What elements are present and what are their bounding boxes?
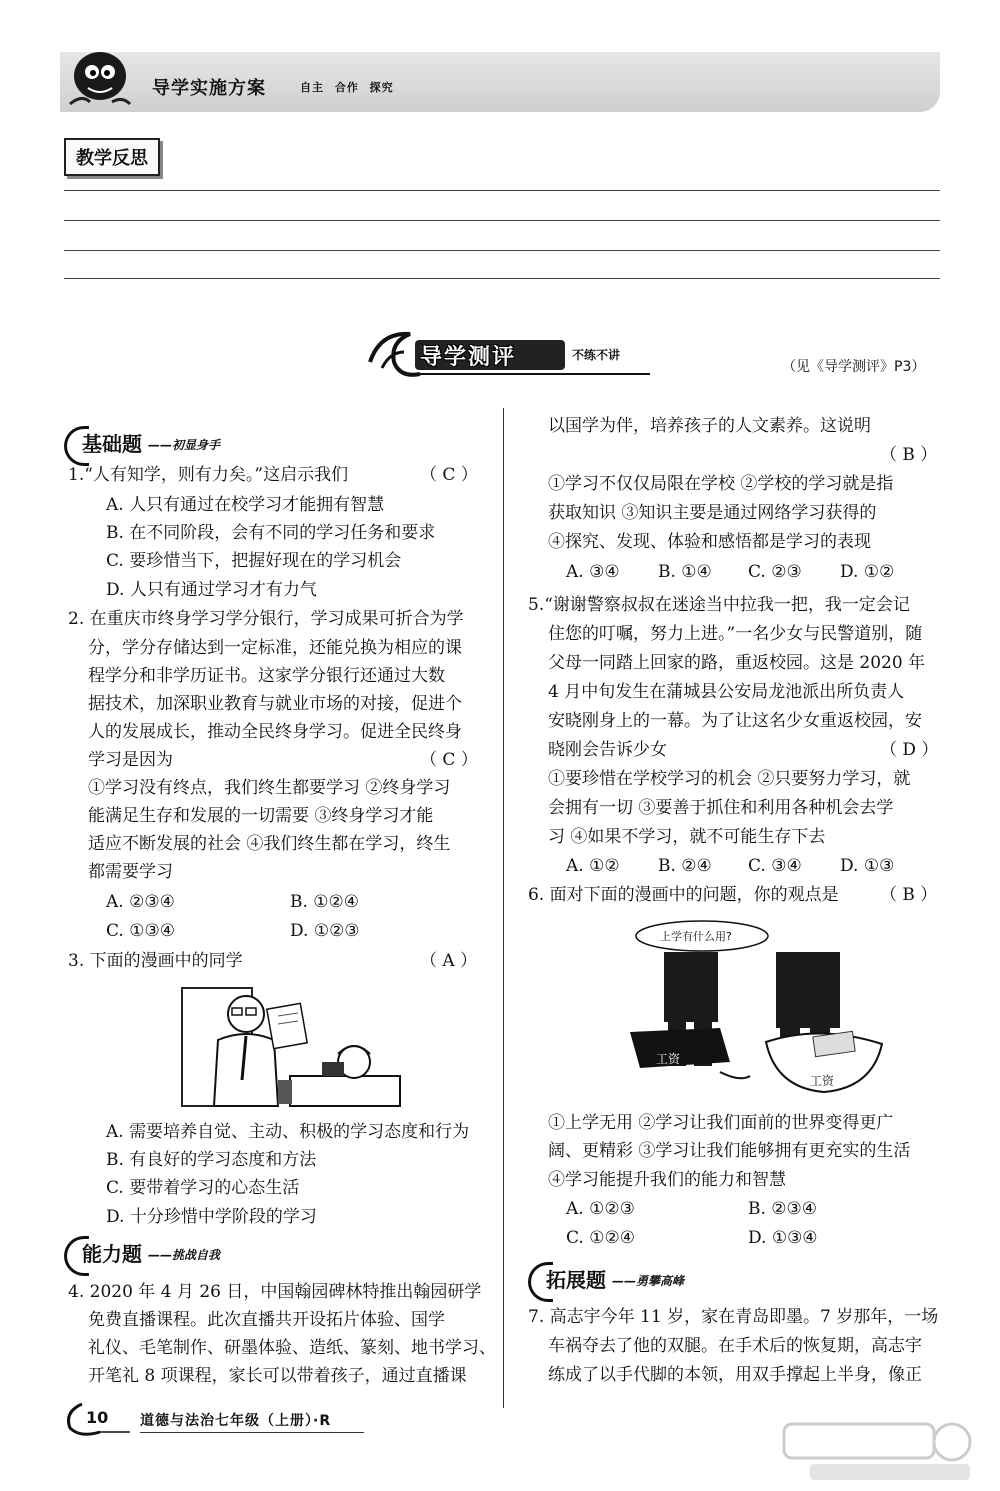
watermark-logo-icon [780,1420,980,1484]
q4-line: 开笔礼 8 项课程，家长可以带着孩子，通过直播课 [88,1366,467,1386]
q5-option: B. ②④ [658,856,712,876]
column-divider [503,408,504,1408]
q4-answer: （ B ） [880,445,938,465]
q5-statement: 习 ④如果不学习，就不可能生存下去 [548,827,826,847]
q5-line: 住您的叮嘱，努力上进。”一名少女与民警道别，随 [548,624,923,644]
reference-note: （见《导学测评》P3） [782,359,926,375]
book-title: 道德与法治七年级（上册）·R [140,1413,332,1429]
q6-statement: ①上学无用 ②学习让我们面前的世界变得更广 [548,1113,894,1133]
q5-option: A. ①② [566,856,620,876]
writing-line [64,190,940,191]
banner-subtitle: 不练不讲 [572,348,621,362]
q5-option: D. ①③ [840,856,895,876]
writing-line [64,278,940,279]
q5-statement: ①要珍惜在学校学习的机会 ②只要努力学习，就 [548,769,911,789]
q2-line: 分，学分存储达到一定标准，还能兑换为相应的课 [88,638,462,658]
cartoon-bowl-label-left: 工资 [656,1052,681,1066]
section-extend [528,1262,788,1298]
q2-answer: （ C ） [420,750,478,770]
q7-line: 练成了以手代脚的本领，用双手撑起上半身，像正 [548,1365,922,1385]
q6-option: C. ①②④ [566,1228,635,1248]
q4-line: 4. 2020 年 4 月 26 日，中国翰园碑林特推出翰园研学 [68,1282,482,1302]
banner-title: 导学测评 [420,345,517,370]
q6-statement: 阔、更精彩 ③学习让我们能够拥有更充实的生活 [548,1141,911,1161]
section-subtitle: ——初显身手 [148,438,221,452]
header-title: 导学实施方案 [152,78,266,99]
q2-line: 学习是因为 [88,750,173,770]
q6-option: B. ②③④ [748,1199,818,1219]
section-title: 基础题 [82,432,142,456]
q1-option: A. 人只有通过在校学习才能拥有智慧 [106,495,385,515]
q4-statement: ④探究、发现、体验和感悟都是学习的表现 [548,532,871,552]
q4-option: C. ②③ [748,562,802,582]
mascot-logo-icon [62,42,136,112]
q1-option: D. 人只有通过学习才有力气 [106,580,317,600]
section-title: 能力题 [82,1242,142,1266]
q5-line: 晓刚会告诉少女 [548,740,667,760]
q7-line: 车祸夺去了他的双腿。在手术后的恢复期，高志宇 [548,1336,922,1356]
q5-line: 安晓刚身上的一幕。为了让这名少女重返校园，安 [548,711,922,731]
q4-line: 免费直播课程。此次直播共开设拓片体验、国学 [88,1310,445,1330]
q2-statement: ①学习没有终点，我们终生都要学习 ②终身学习 [88,778,451,798]
q2-option: A. ②③④ [106,892,175,912]
q1-answer: （ C ） [420,465,478,485]
writing-line [64,250,940,251]
q4-option: D. ①② [840,562,895,582]
q1-stem: 1.“人有知学，则有力矣。”这启示我们 [68,465,349,485]
q3-option: B. 有良好的学习态度和方法 [106,1150,317,1170]
q2-line: 程学分和非学历证书。这家学分银行还通过大数 [88,666,445,686]
q5-option: C. ③④ [748,856,802,876]
q6-answer: （ B ） [880,885,938,905]
q5-statement: 会拥有一切 ③要善于抓住和利用各种机会去学 [548,798,894,818]
q6-option: D. ①③④ [748,1228,818,1248]
cartoon-speech-bubble: 上学有什么用? [660,930,732,943]
footer-rule [140,1432,364,1433]
q4-statement: ①学习不仅仅局限在学校 ②学校的学习就是指 [548,474,894,494]
q3-option: C. 要带着学习的心态生活 [106,1178,300,1198]
writing-line [64,220,940,221]
section-subtitle: ——勇攀高峰 [612,1274,685,1288]
q4-line: 礼仪、毛笔制作、研墨体验、造纸、篆刻、地书学习、 [88,1338,496,1358]
q4-option: B. ①④ [658,562,712,582]
section-subtitle: ——挑战自我 [148,1248,221,1262]
q1-option: C. 要珍惜当下，把握好现在的学习机会 [106,551,402,571]
q6-stem: 6. 面对下面的漫画中的问题，你的观点是 [528,885,839,905]
q2-statement: 能满足生存和发展的一切需要 ③终身学习才能 [88,806,434,826]
cartoon-wages [620,912,890,1102]
q6-statement: ④学习能提升我们的能力和智慧 [548,1170,786,1190]
q2-option: C. ①③④ [106,921,175,941]
q2-statement: 适应不断发展的社会 ④我们终生都在学习，终生 [88,834,451,854]
page-number: 10 [86,1408,109,1427]
q6-option: A. ①②③ [566,1199,635,1219]
q5-line: 父母一同踏上回家的路，重返校园。这是 2020 年 [548,653,926,673]
q2-statement: 都需要学习 [88,862,173,882]
section-title: 拓展题 [546,1268,606,1292]
teaching-reflection-label: 教学反思 [64,138,160,176]
section-basic [64,426,324,462]
q5-answer: （ D ） [880,740,939,760]
cartoon-student-icon [178,980,438,1110]
q5-line: 4 月中旬发生在蒲城县公安局龙池派出所负责人 [548,682,905,702]
q2-line: 2. 在重庆市终身学习学分银行，学习成果可折合为学 [68,609,464,629]
q3-stem: 3. 下面的漫画中的同学 [68,951,243,971]
q2-line: 人的发展成长，推动全民终身学习。促进全民终身 [88,722,462,742]
q4-option: A. ③④ [566,562,620,582]
q2-option: D. ①②③ [290,921,360,941]
section-ability [64,1236,324,1272]
cartoon-bowl-label-right: 工资 [810,1074,835,1088]
q3-option: A. 需要培养自觉、主动、积极的学习态度和行为 [106,1122,470,1142]
q2-option: B. ①②④ [290,892,360,912]
q3-option: D. 十分珍惜中学阶段的学习 [106,1207,317,1227]
q4-continued: 以国学为伴，培养孩子的人文素养。这说明 [548,416,871,436]
q3-answer: （ A ） [420,951,478,971]
q2-line: 据技术，加深职业教育与就业市场的对接，促进个 [88,694,462,714]
q4-statement: 获取知识 ③知识主要是通过网络学习获得的 [548,503,877,523]
header-subtitle: 自主 合作 探究 [300,81,394,94]
q5-line: 5.“谢谢警察叔叔在迷途当中拉我一把，我一定会记 [528,595,910,615]
q1-option: B. 在不同阶段，会有不同的学习任务和要求 [106,523,436,543]
q7-line: 7. 高志宇今年 11 岁，家在青岛即墨。7 岁那年，一场 [528,1307,939,1327]
